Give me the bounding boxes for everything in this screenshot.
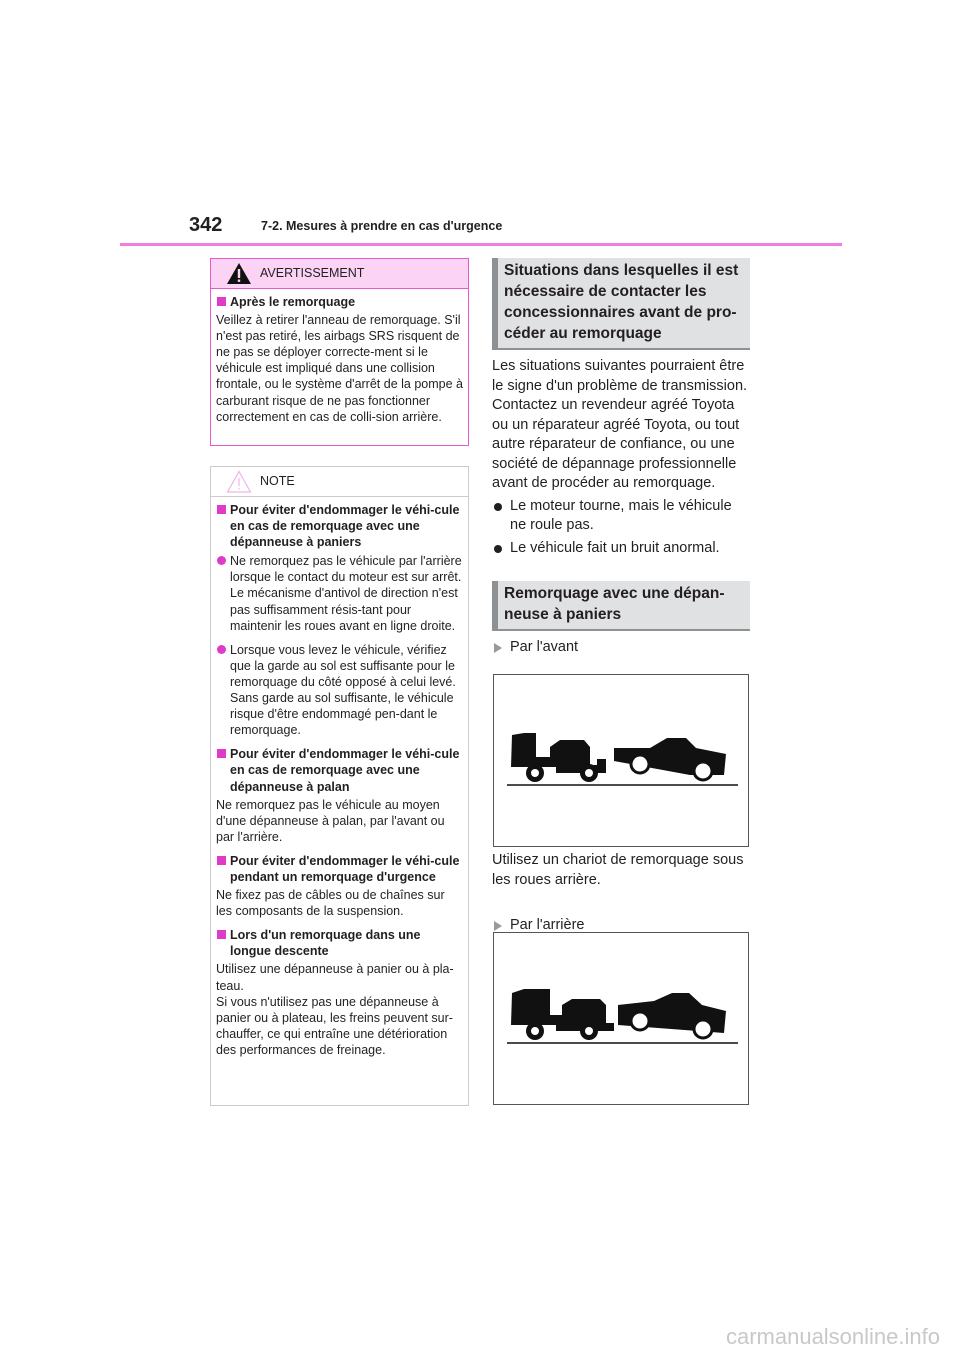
- note-heading: Pour éviter d'endommager le véhi-cule en cas de remorquage avec une dépanneuse à palan: [216, 746, 463, 794]
- note-bullet: Lorsque vous levez le véhicule, vérifiez que la garde au sol est suffisante pour le remorquage du côté opposé à celui levé. Sans garde au sol suffisante, le véhicule risque d'être endommagé pen-dant le remorquage.: [216, 642, 463, 739]
- page-number: 342: [189, 214, 223, 236]
- section-text: Les situations suivantes pourraient être le signe d'un problème de transmission. Contactez un revendeur agréé Toyota ou un réparateur agréé Toyota, ou tout autre réparateur de confiance, ou une société de dépannage professionnelle avant de procéder au remorquage.: [492, 358, 748, 491]
- note-text: Ne remorquez pas le véhicule au moyen d'une dépanneuse à palan, par l'avant ou par l'arrière.: [216, 797, 445, 844]
- note-heading: Pour éviter d'endommager le véhi-cule pendant un remorquage d'urgence: [216, 853, 463, 885]
- warning-heading: Après le remorquage: [216, 294, 463, 310]
- note-text: Si vous n'utilisez pas une dépanneuse à panier ou à plateau, les freins peuvent sur-chauffer, ce qui entraîne une détérioration des performances de freinage.: [216, 994, 453, 1057]
- warning-text: Veillez à retirer l'anneau de remorquage. S'il n'est pas retiré, les airbags SRS risquent de ne pas se déployer correcte-ment si le véhicule est impliqué dans une collision frontale, ou le système d'arrêt de la pompe à carburant risque de ne pas fonctionner correctement en cas de colli-sion arrière.: [216, 313, 463, 424]
- front-label: Par l'avant: [492, 638, 768, 658]
- front-towing-illustration: [493, 674, 749, 847]
- rear-towing-illustration: [493, 932, 749, 1105]
- header-rule: [120, 243, 842, 246]
- note-heading: Pour éviter d'endommager le véhi-cule en cas de remorquage avec une dépanneuse à paniers: [216, 502, 463, 550]
- note-bullet: Ne remorquez pas le véhicule par l'arrière lorsque le contact du moteur est sur arrêt. Le mécanisme d'antivol de direction n'est pas suffisamment résis-tant pour maintenir les roues avant en ligne droite.: [216, 553, 463, 633]
- caution-triangle-icon: [226, 470, 252, 493]
- chapter-title: 7-2. Mesures à prendre en cas d'urgence: [261, 219, 503, 233]
- warning-title: AVERTISSEMENT: [260, 266, 365, 280]
- note-text: Ne fixez pas de câbles ou de chaînes sur les composants de la suspension.: [216, 888, 445, 919]
- note-box: [210, 466, 469, 1106]
- front-caption: Utilisez un chariot de remorquage sous les roues arrière.: [492, 852, 744, 888]
- bullet-item: Le moteur tourne, mais le véhicule ne roule pas.: [492, 497, 750, 536]
- note-text: Utilisez une dépanneuse à panier ou à pla-teau.: [216, 962, 454, 993]
- warning-box: [210, 258, 469, 446]
- rear-label: Par l'arrière: [492, 916, 768, 936]
- section-title-contact: Situations dans lesquelles il est nécessaire de contacter les concessionnaires avant de pro-céder au remorquage: [492, 258, 750, 350]
- warning-triangle-icon: [226, 262, 252, 285]
- watermark: carmanualsonline.info: [725, 1324, 940, 1349]
- section-title-towing: Remorquage avec une dépan-neuse à paniers: [492, 581, 750, 631]
- note-title: NOTE: [260, 474, 295, 488]
- note-heading: Lors d'un remorquage dans une longue descente: [216, 927, 463, 959]
- bullet-item: Le véhicule fait un bruit anormal.: [492, 539, 750, 559]
